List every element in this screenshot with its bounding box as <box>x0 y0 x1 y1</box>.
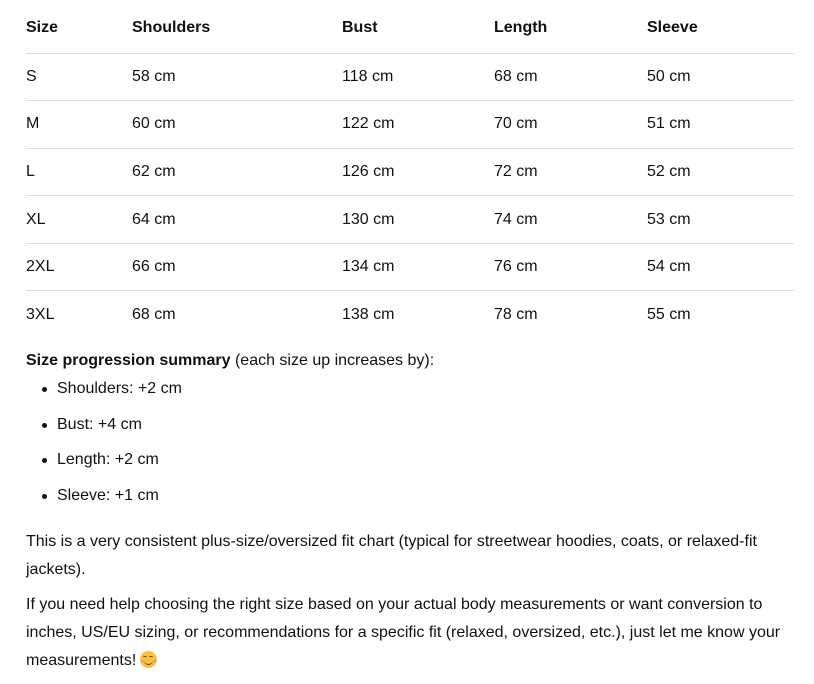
cell-sleeve: 55 cm <box>647 305 691 323</box>
table-row <box>26 53 794 101</box>
header-length: Length <box>494 0 647 53</box>
help-offer-text: If you need help choosing the right size based on your actual body measurements or want conversion to inches, US/EU sizing, or recommendations for a specific fit (relaxed, oversized, etc.), just let me know your measurements! <box>26 596 781 669</box>
table-header-row <box>26 0 794 53</box>
cell-size: M <box>26 101 132 149</box>
header-sleeve: Sleeve <box>647 0 794 53</box>
cell-sleeve: 51 cm <box>647 101 794 149</box>
size-chart-table <box>26 0 794 338</box>
cell-shoulders: 62 cm <box>132 148 342 196</box>
cell-bust: 134 cm <box>342 243 494 291</box>
cell-size: 2XL <box>26 243 132 291</box>
header-size: Size <box>26 0 132 53</box>
cell-shoulders: 58 cm <box>132 53 342 101</box>
header-bust: Bust <box>342 0 494 53</box>
summary-heading <box>26 351 434 371</box>
cell-shoulders: 68 cm <box>132 305 176 323</box>
cell-size: 3XL <box>26 305 55 323</box>
cell-length: 72 cm <box>494 148 647 196</box>
smiling-face-emoji-icon <box>140 651 157 668</box>
cell-sleeve: 54 cm <box>647 243 794 291</box>
table-row <box>26 243 794 291</box>
cell-bust: 130 cm <box>342 196 494 244</box>
cell-length: 68 cm <box>494 53 647 101</box>
cell-length: 74 cm <box>494 196 647 244</box>
list-item: Length: +2 cm <box>57 448 182 484</box>
cell-shoulders: 60 cm <box>132 101 342 149</box>
chat-response <box>26 0 794 669</box>
table-row <box>26 148 794 196</box>
list-item: Sleeve: +1 cm <box>57 484 182 520</box>
cell-bust: 126 cm <box>342 148 494 196</box>
cell-shoulders: 66 cm <box>132 243 342 291</box>
cell-size: XL <box>26 196 132 244</box>
cell-size: L <box>26 148 132 196</box>
cell-sleeve: 52 cm <box>647 148 794 196</box>
cell-bust: 118 cm <box>342 53 494 101</box>
table-row <box>26 291 794 338</box>
header-shoulders: Shoulders <box>132 0 342 53</box>
fit-description-paragraph: This is a very consistent plus-size/oversized fit chart (typical for streetwear hoodies, coats, or relaxed-fit jackets). <box>26 533 757 578</box>
summary-subtitle: (each size up increases by): <box>230 352 435 369</box>
cell-sleeve: 53 cm <box>647 196 794 244</box>
cell-length: 78 cm <box>494 305 538 323</box>
cell-shoulders: 64 cm <box>132 196 342 244</box>
summary-list <box>26 377 182 519</box>
cell-length: 70 cm <box>494 101 647 149</box>
list-item: Bust: +4 cm <box>57 413 182 449</box>
cell-bust: 138 cm <box>342 305 395 323</box>
cell-bust: 122 cm <box>342 101 494 149</box>
table-row <box>26 101 794 149</box>
list-item: Shoulders: +2 cm <box>57 377 182 413</box>
cell-size: S <box>26 53 132 101</box>
summary-title: Size progression summary <box>26 352 231 369</box>
help-offer-paragraph <box>26 591 794 675</box>
table-row <box>26 196 794 244</box>
cell-length: 76 cm <box>494 243 647 291</box>
cell-sleeve: 50 cm <box>647 53 794 101</box>
